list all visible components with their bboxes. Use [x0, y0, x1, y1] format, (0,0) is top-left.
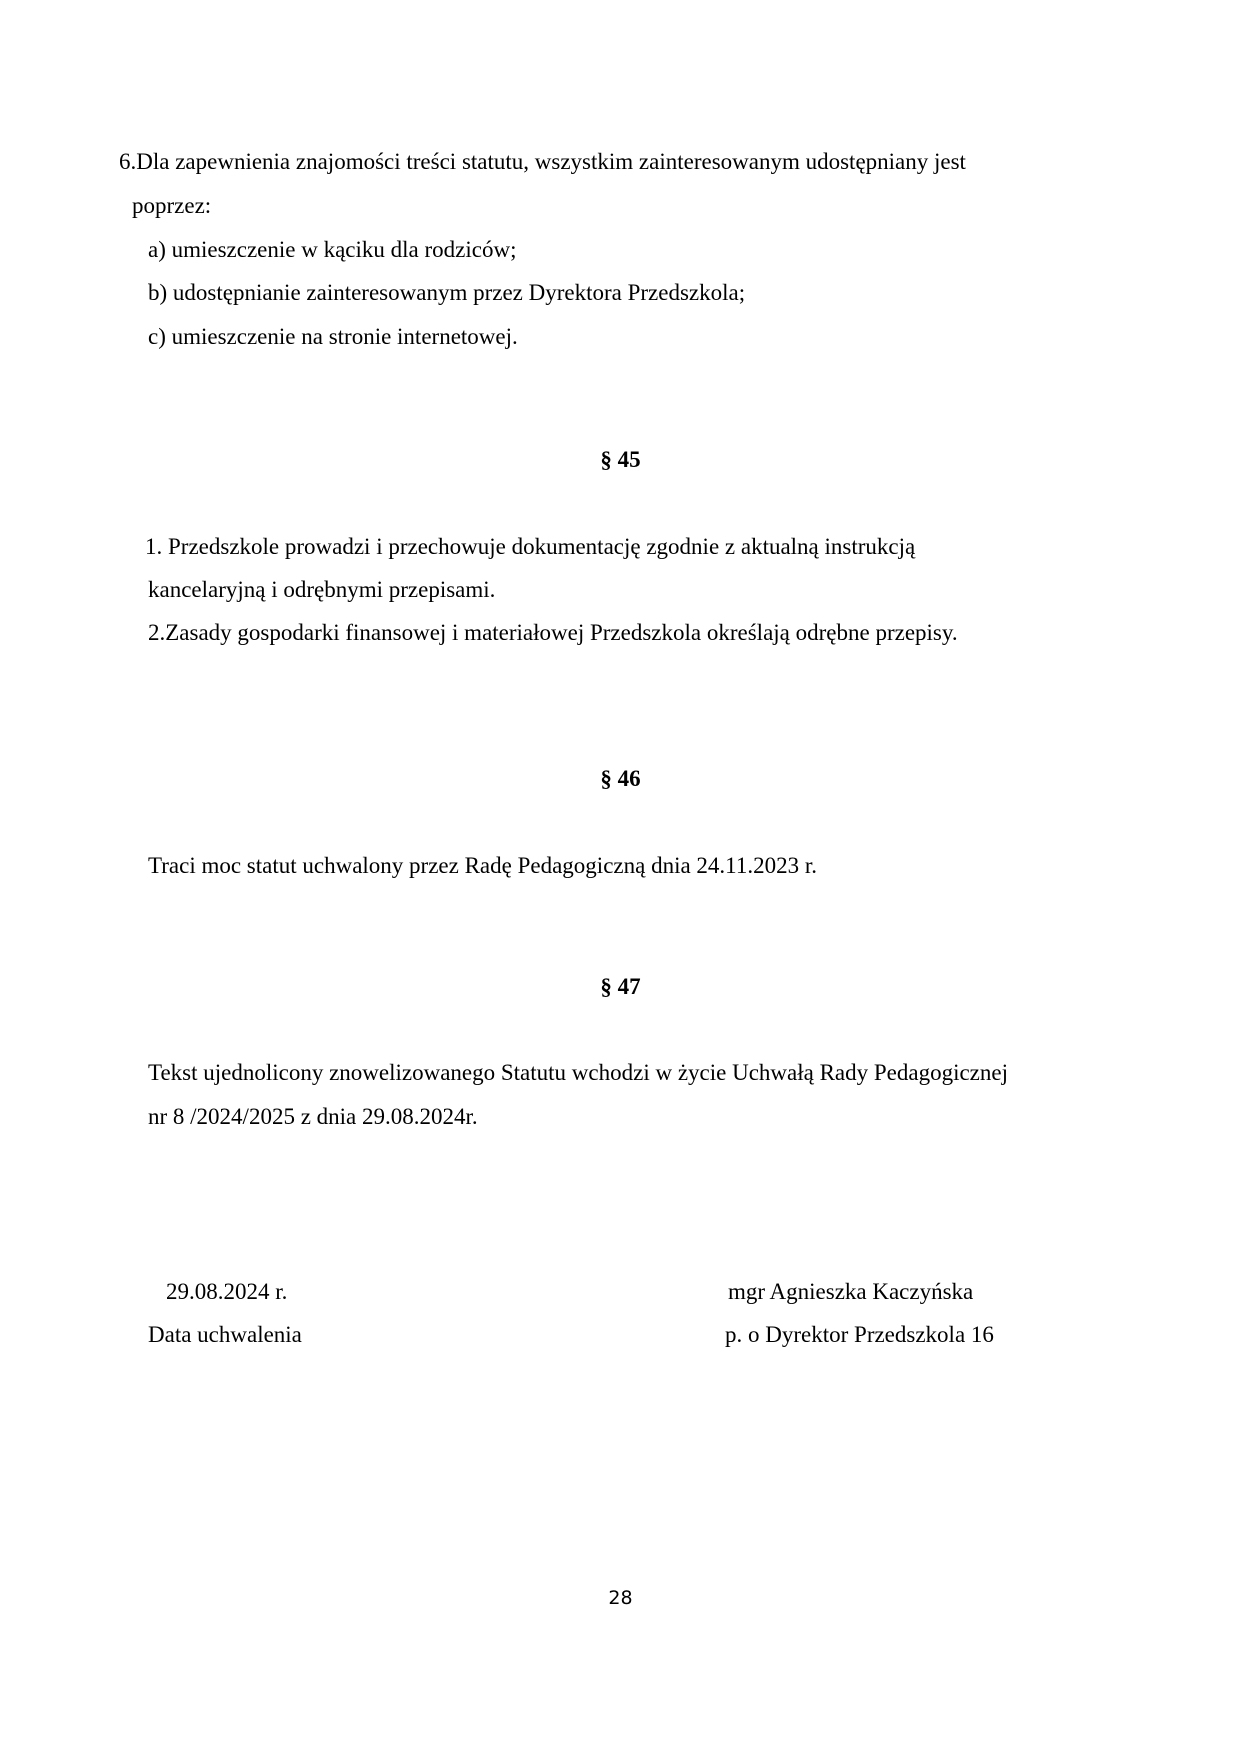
adoption-date-value: 29.08.2024 r. — [166, 1279, 288, 1304]
section-45-paragraph-1-line-1: 1. Przedszkole prowadzi i przechowuje dokumentację zgodnie z aktualną instrukcją — [145, 534, 916, 559]
page-number: 28 — [608, 1587, 633, 1609]
list-item-b: b) udostępnianie zainteresowanym przez Dyrektora Przedszkola; — [148, 280, 746, 305]
section-45-paragraph-1-line-2: kancelaryjną i odrębnymi przepisami. — [148, 577, 496, 602]
signatory-name: mgr Agnieszka Kaczyńska — [728, 1279, 974, 1304]
list-item-a: a) umieszczenie w kąciku dla rodziców; — [148, 237, 517, 262]
section-47-line-1: Tekst ujednolicony znowelizowanego Statutu wchodzi w życie Uchwałą Rady Pedagogicznej — [148, 1060, 1008, 1085]
section-45-heading: § 45 — [600, 447, 641, 472]
adoption-date-label: Data uchwalenia — [148, 1322, 302, 1347]
section-46-heading: § 46 — [600, 766, 641, 791]
section-47-heading: § 47 — [600, 974, 641, 999]
item-6-line-1: 6.Dla zapewnienia znajomości treści statutu, wszystkim zainteresowanym udostępniany jest — [119, 149, 966, 174]
section-46-text: Traci moc statut uchwalony przez Radę Pedagogiczną dnia 24.11.2023 r. — [148, 853, 817, 878]
signatory-title: p. o Dyrektor Przedszkola 16 — [725, 1322, 994, 1347]
list-item-c: c) umieszczenie na stronie internetowej. — [148, 324, 518, 349]
section-47-line-2: nr 8 /2024/2025 z dnia 29.08.2024r. — [148, 1104, 478, 1129]
item-6-line-2: poprzez: — [132, 193, 212, 218]
section-45-paragraph-2: 2.Zasady gospodarki finansowej i materiałowej Przedszkola określają odrębne przepisy. — [148, 620, 958, 645]
